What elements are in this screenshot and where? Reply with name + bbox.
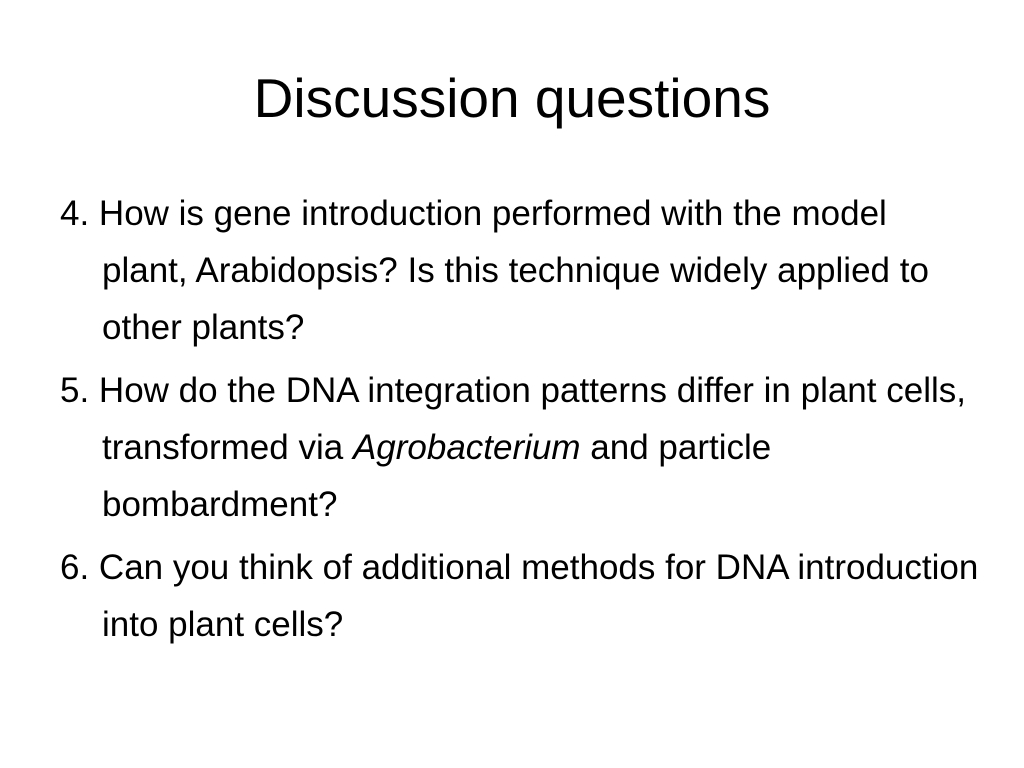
- question-5-emphasis: Agrobacterium: [352, 428, 581, 467]
- question-4: 4. How is gene introduction performed with the model plant, Arabidopsis? Is this technique widely applied to other plants?: [60, 194, 929, 347]
- question-5-text-before: 5. How do the DNA integration patterns differ in plant cells, transformed via: [60, 371, 966, 467]
- slide-title: Discussion questions: [253, 67, 771, 129]
- question-6: 6. Can you think of additional methods for DNA introduction into plant cells?: [60, 548, 979, 644]
- question-list: [60, 185, 980, 659]
- question-5: [60, 362, 980, 533]
- question-5-text-after: and particle bombardment?: [102, 428, 772, 524]
